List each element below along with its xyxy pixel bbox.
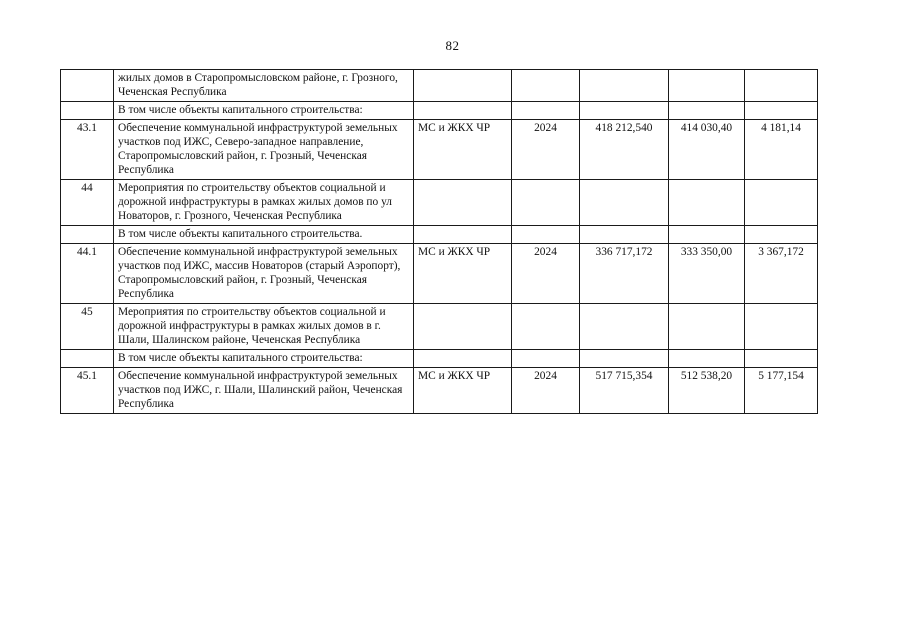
- data-table: [60, 69, 818, 414]
- row-organization-cell: МС и ЖКХ ЧР: [414, 120, 512, 180]
- row-number-cell: 44: [61, 180, 114, 226]
- table-row: [61, 120, 818, 180]
- row-number-cell: 45: [61, 304, 114, 350]
- row-organization-cell: [414, 70, 512, 102]
- row-regional-cell: 3 367,172: [745, 244, 818, 304]
- row-year-cell: [512, 350, 580, 368]
- row-year-cell: [512, 102, 580, 120]
- row-regional-cell: 5 177,154: [745, 368, 818, 414]
- row-year-cell: 2024: [512, 368, 580, 414]
- row-total-cell: 517 715,354: [580, 368, 669, 414]
- row-federal-cell: 512 538,20: [669, 368, 745, 414]
- row-name-cell: Обеспечение коммунальной инфраструктурой земельных участков под ИЖС, Северо-западное направление, Старопромысловский район, г. Грозный, Чеченская Республика: [114, 120, 414, 180]
- row-year-cell: [512, 180, 580, 226]
- table-row: [61, 368, 818, 414]
- row-regional-cell: [745, 180, 818, 226]
- row-organization-cell: [414, 304, 512, 350]
- row-organization-cell: [414, 350, 512, 368]
- table-body: [61, 70, 818, 414]
- row-number-cell: [61, 350, 114, 368]
- row-regional-cell: [745, 226, 818, 244]
- row-organization-cell: МС и ЖКХ ЧР: [414, 368, 512, 414]
- row-federal-cell: [669, 350, 745, 368]
- row-year-cell: [512, 70, 580, 102]
- row-federal-cell: [669, 102, 745, 120]
- row-year-cell: 2024: [512, 244, 580, 304]
- row-number-cell: 44.1: [61, 244, 114, 304]
- row-number-cell: [61, 70, 114, 102]
- row-federal-cell: [669, 226, 745, 244]
- row-name-cell: жилых домов в Старопромысловском районе, г. Грозного, Чеченская Республика: [114, 70, 414, 102]
- row-organization-cell: [414, 226, 512, 244]
- row-regional-cell: [745, 304, 818, 350]
- row-number-cell: [61, 102, 114, 120]
- row-number-cell: 45.1: [61, 368, 114, 414]
- row-total-cell: 336 717,172: [580, 244, 669, 304]
- row-year-cell: [512, 226, 580, 244]
- table-subheader-row: [61, 350, 818, 368]
- row-organization-cell: [414, 102, 512, 120]
- row-federal-cell: 333 350,00: [669, 244, 745, 304]
- row-regional-cell: [745, 102, 818, 120]
- row-federal-cell: [669, 180, 745, 226]
- row-year-cell: [512, 304, 580, 350]
- table-row: [61, 244, 818, 304]
- row-regional-cell: [745, 70, 818, 102]
- table-subheader-row: [61, 226, 818, 244]
- row-number-cell: 43.1: [61, 120, 114, 180]
- row-name-cell: Мероприятия по строительству объектов социальной и дорожной инфраструктуры в рамках жилых домов в г. Шали, Шалинском районе, Чеченская Республика: [114, 304, 414, 350]
- row-regional-cell: [745, 350, 818, 368]
- row-organization-cell: МС и ЖКХ ЧР: [414, 244, 512, 304]
- row-federal-cell: 414 030,40: [669, 120, 745, 180]
- row-total-cell: [580, 226, 669, 244]
- row-name-cell: В том числе объекты капитального строительства:: [114, 350, 414, 368]
- row-regional-cell: 4 181,14: [745, 120, 818, 180]
- row-name-cell: Мероприятия по строительству объектов социальной и дорожной инфраструктуры в рамках жилых домов по ул Новаторов, г. Грозного, Чеченская Республика: [114, 180, 414, 226]
- row-name-cell: В том числе объекты капитального строительства:: [114, 102, 414, 120]
- table-row: [61, 70, 818, 102]
- row-total-cell: 418 212,540: [580, 120, 669, 180]
- row-name-cell: В том числе объекты капитального строительства.: [114, 226, 414, 244]
- row-name-cell: Обеспечение коммунальной инфраструктурой земельных участков под ИЖС, г. Шали, Шалинский район, Чеченская Республика: [114, 368, 414, 414]
- row-total-cell: [580, 180, 669, 226]
- row-federal-cell: [669, 304, 745, 350]
- table-subheader-row: [61, 102, 818, 120]
- page-number: 82: [445, 38, 460, 53]
- row-total-cell: [580, 70, 669, 102]
- row-total-cell: [580, 304, 669, 350]
- row-year-cell: 2024: [512, 120, 580, 180]
- row-total-cell: [580, 350, 669, 368]
- row-total-cell: [580, 102, 669, 120]
- row-number-cell: [61, 226, 114, 244]
- table-row: [61, 180, 818, 226]
- table-row: [61, 304, 818, 350]
- row-federal-cell: [669, 70, 745, 102]
- row-organization-cell: [414, 180, 512, 226]
- row-name-cell: Обеспечение коммунальной инфраструктурой земельных участков под ИЖС, массив Новаторов (старый Аэропорт), Старопромысловский район, г. Грозный, Чеченская Республика: [114, 244, 414, 304]
